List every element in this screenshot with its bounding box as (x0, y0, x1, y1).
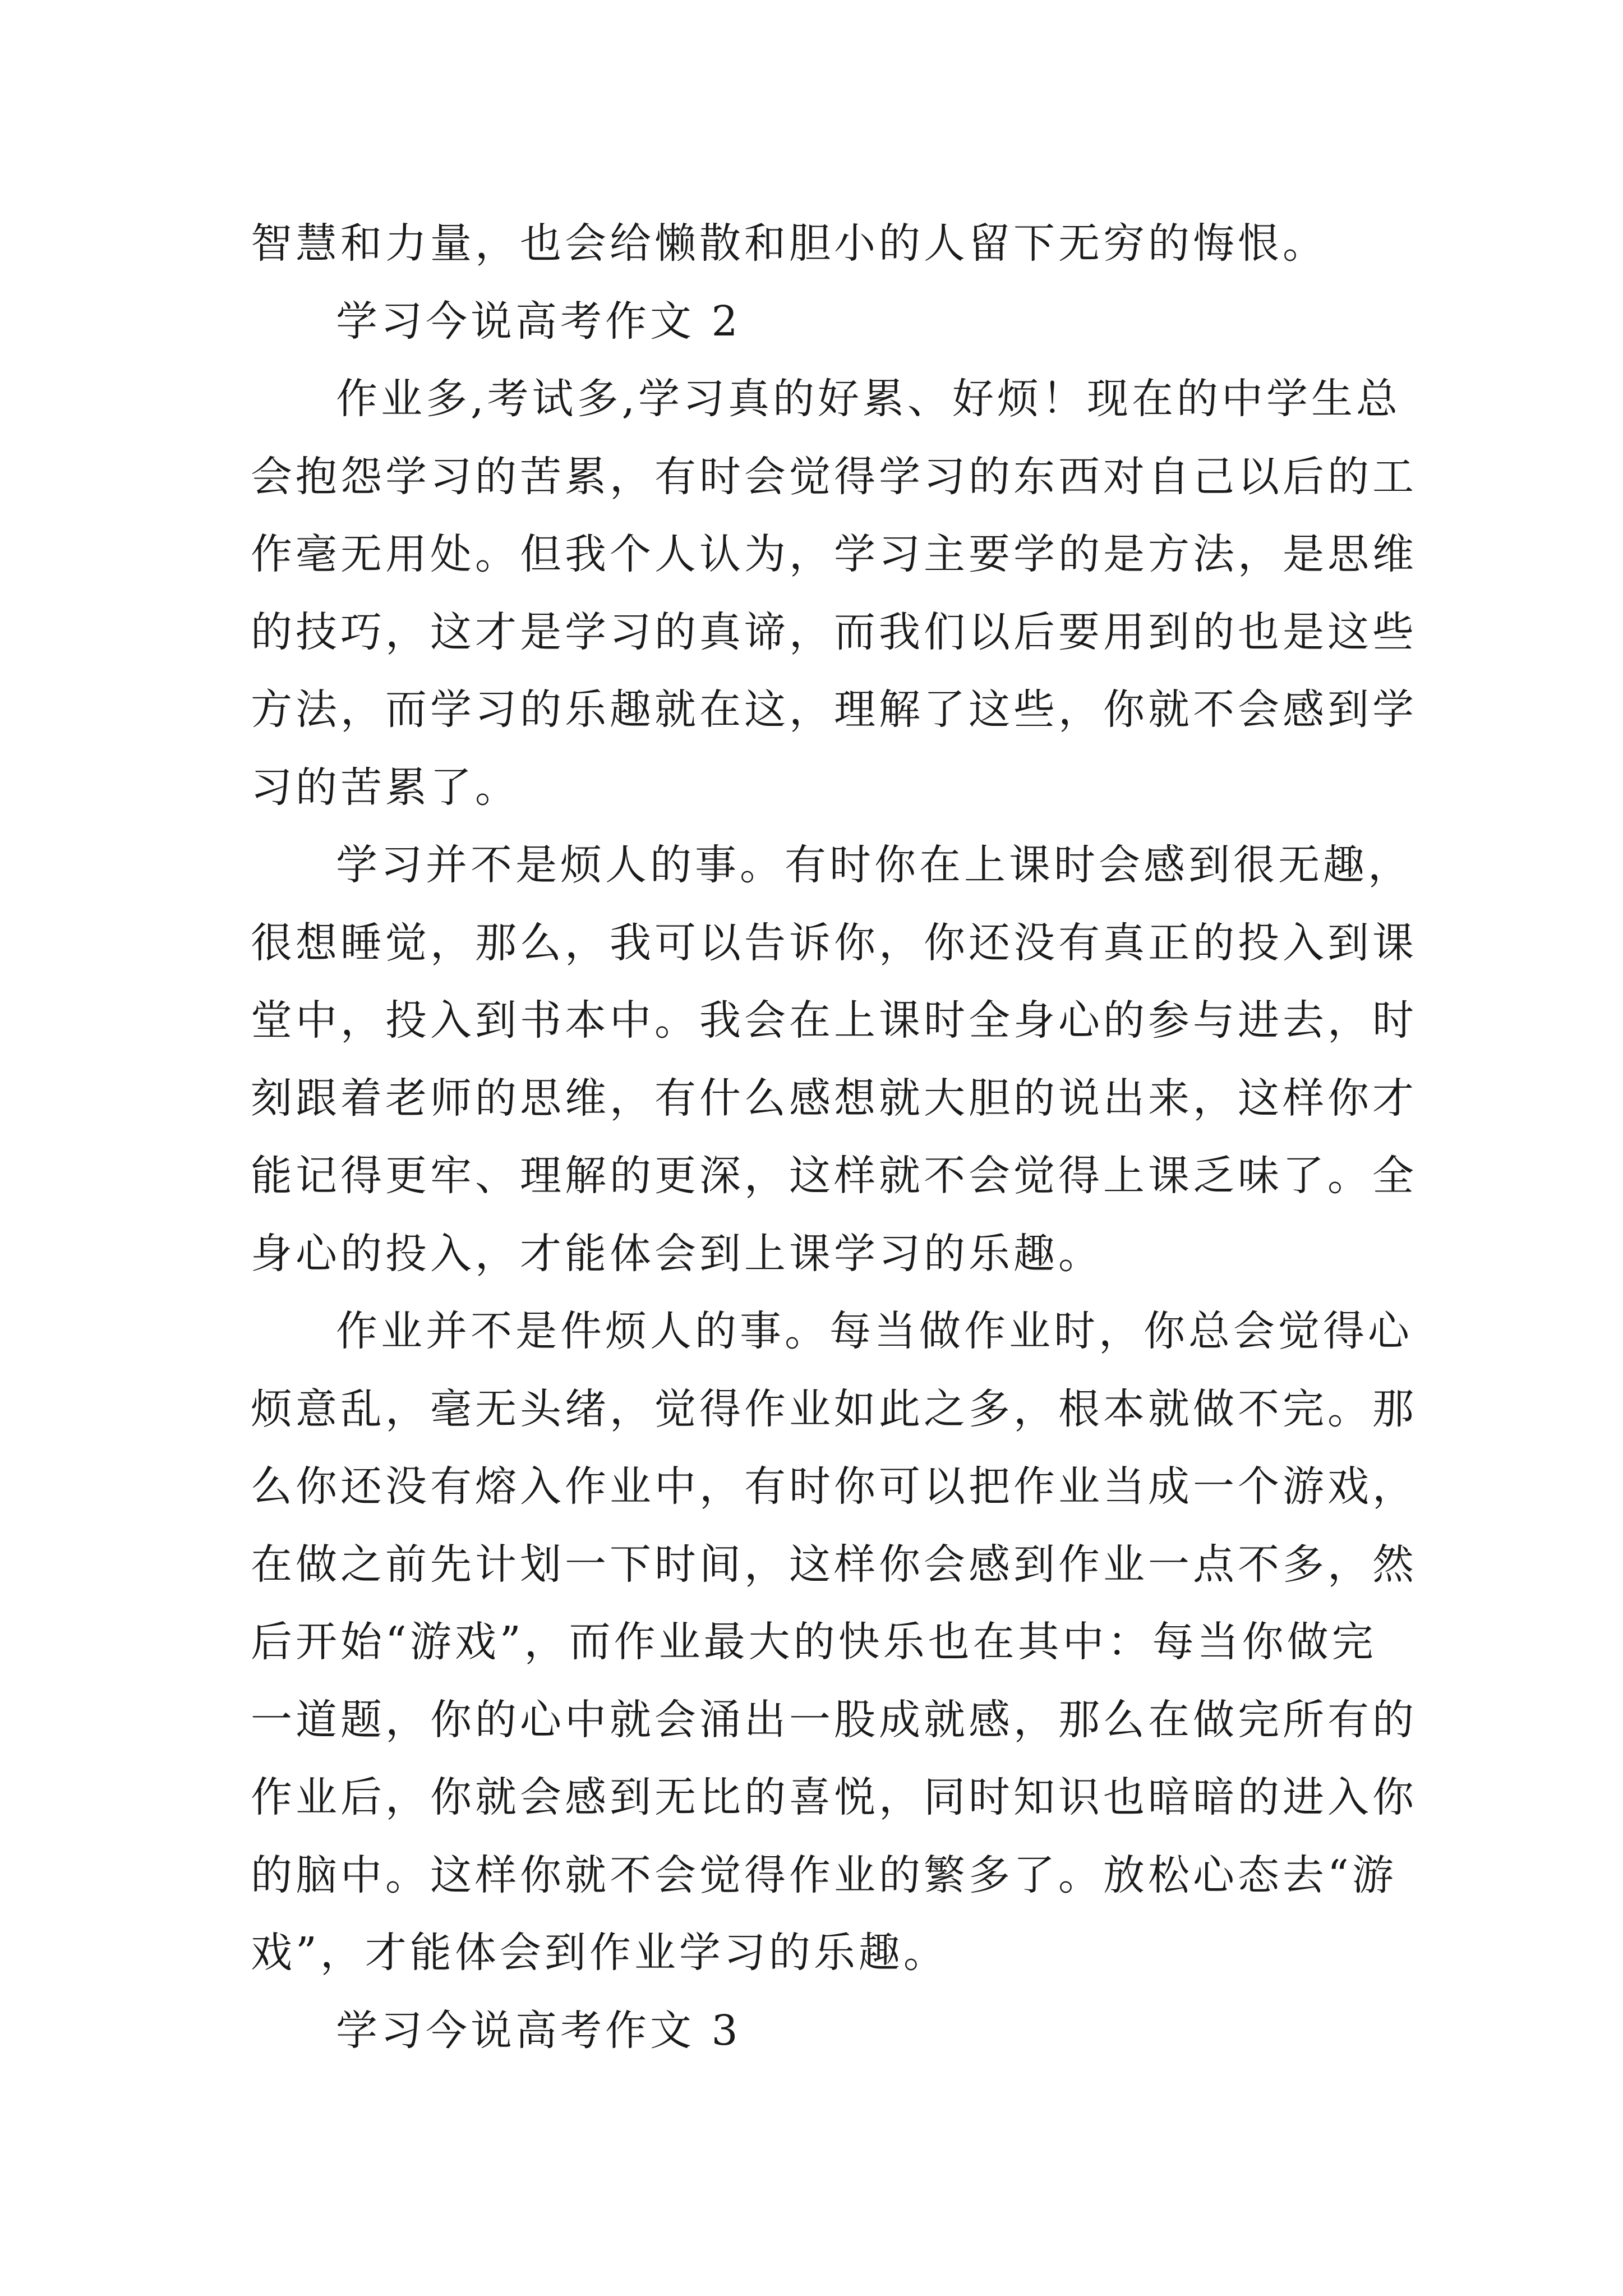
text-line: 身心的投入，才能体会到上课学习的乐趣。 (251, 1229, 1103, 1278)
text-line: 后开始“游戏”，而作业最大的快乐也在其中：每当你做完 (251, 1618, 1377, 1666)
text-line: 作业多,考试多,学习真的好累、好烦！现在的中学生总 (336, 375, 1401, 423)
text-line: 习的苦累了。 (251, 763, 520, 812)
text-line: 的脑中。这样你就不会觉得作业的繁多了。放松心态去“游 (251, 1851, 1397, 1899)
section-heading: 学习今说高考作文 3 (336, 2006, 741, 2055)
text-line: 刻跟着老师的思维，有什么感想就大胆的说出来，这样你才 (251, 1074, 1417, 1122)
text-line: 堂中，投入到书本中。我会在上课时全身心的参与进去，时 (251, 996, 1417, 1045)
text-line: 么你还没有熔入作业中，有时你可以把作业当成一个游戏， (251, 1462, 1417, 1511)
text-line: 戏”，才能体会到作业学习的乐趣。 (251, 1929, 948, 1977)
text-line: 会抱怨学习的苦累，有时会觉得学习的东西对自己以后的工 (251, 452, 1417, 501)
text-line: 方法，而学习的乐趣就在这，理解了这些，你就不会感到学 (251, 685, 1417, 734)
text-line: 作业后，你就会感到无比的喜悦，同时知识也暗暗的进入你 (251, 1773, 1417, 1821)
document-body (251, 205, 1417, 2069)
text-line: 智慧和力量，也会给懒散和胆小的人留下无穷的悔恨。 (251, 219, 1327, 268)
text-line: 烦意乱，毫无头绪，觉得作业如此之多，根本就做不完。那 (251, 1384, 1417, 1433)
text-line: 在做之前先计划一下时间，这样你会感到作业一点不多，然 (251, 1540, 1417, 1589)
text-line: 能记得更牢、理解的更深，这样就不会觉得上课乏味了。全 (251, 1152, 1417, 1200)
section-heading: 学习今说高考作文 2 (336, 297, 741, 346)
text-line: 作毫无用处。但我个人认为，学习主要学的是方法，是思维 (251, 530, 1417, 578)
text-line: 一道题，你的心中就会涌出一股成就感，那么在做完所有的 (251, 1695, 1417, 1744)
text-line: 很想睡觉，那么，我可以告诉你，你还没有真正的投入到课 (251, 918, 1417, 967)
text-line: 作业并不是件烦人的事。每当做作业时，你总会觉得心 (336, 1307, 1413, 1355)
text-line: 学习并不是烦人的事。有时你在上课时会感到很无趣， (336, 841, 1413, 889)
text-line: 的技巧，这才是学习的真谛，而我们以后要用到的也是这些 (251, 608, 1417, 656)
